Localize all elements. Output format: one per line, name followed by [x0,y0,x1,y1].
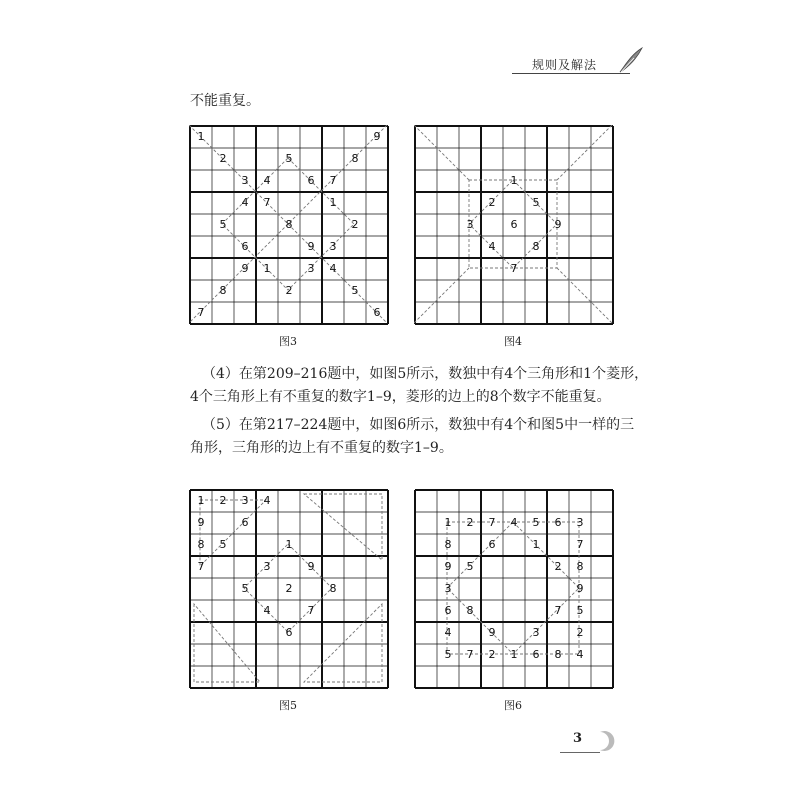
cell-digit: 8 [532,240,540,253]
cell-digit: 2 [554,560,562,573]
cell-digit: 2 [488,648,496,661]
cell-digit: 5 [444,648,452,661]
cell-digit: 2 [219,494,227,507]
cell-digit: 1 [197,130,205,143]
cell-digit: 7 [510,262,518,275]
cell-digit: 4 [510,516,518,529]
figure-4-caption: 图4 [504,335,522,348]
cell-digit: 4 [263,604,271,617]
cell-digit: 4 [241,196,249,209]
cell-digit: 3 [444,582,452,595]
cell-digit: 1 [510,648,518,661]
cell-digit: 3 [532,626,540,639]
cell-digit: 4 [444,626,452,639]
sudoku-figure-3 [189,125,387,323]
cell-digit: 5 [219,538,227,551]
cell-digit: 7 [576,538,584,551]
cell-digit: 2 [285,284,293,297]
cell-digit: 9 [373,130,381,143]
cell-digit: 7 [554,604,562,617]
cell-digit: 9 [444,560,452,573]
cell-digit: 6 [510,218,518,231]
cell-digit: 1 [263,262,271,275]
cell-digit: 1 [510,174,518,187]
cell-digit: 7 [307,604,315,617]
cell-digit: 5 [466,560,474,573]
cell-digit: 5 [532,516,540,529]
cell-digit: 3 [307,262,315,275]
cell-digit: 6 [241,240,249,253]
cell-digit: 6 [373,306,381,319]
cell-digit: 7 [488,516,496,529]
paragraph-5-line-1: （5）在第217–224题中，如图6所示，数独中有4个和图5中一样的三 [202,417,635,433]
cell-digit: 6 [241,516,249,529]
cell-digit: 5 [576,604,584,617]
cell-digit: 4 [263,174,271,187]
cell-digit: 8 [554,648,562,661]
figure-3-caption: 图3 [279,335,297,348]
cell-digit: 9 [197,516,205,529]
cell-digit: 4 [488,240,496,253]
cell-digit: 5 [241,582,249,595]
cell-digit: 4 [329,262,337,275]
cell-digit: 1 [197,494,205,507]
cell-digit: 2 [285,582,293,595]
cell-digit: 5 [532,196,540,209]
cell-digit: 9 [307,560,315,573]
sudoku-figure-6 [414,489,612,687]
cell-digit: 5 [219,218,227,231]
cell-digit: 3 [241,174,249,187]
page-number: 3 [573,731,583,746]
cell-digit: 6 [532,648,540,661]
cell-digit: 2 [219,152,227,165]
cell-digit: 9 [241,262,249,275]
cell-digit: 6 [554,516,562,529]
cell-digit: 6 [488,538,496,551]
cell-digit: 8 [466,604,474,617]
text-line-1: 不能重复。 [190,93,260,109]
cell-digit: 3 [329,240,337,253]
cell-digit: 1 [329,196,337,209]
cell-digit: 7 [329,174,337,187]
figure-5-caption: 图5 [279,699,297,712]
cell-digit: 4 [576,648,584,661]
cell-digit: 8 [197,538,205,551]
paragraph-4-line-2: 4个三角形上有不重复的数字1–9，菱形的边上的8个数字不能重复。 [190,389,611,405]
cell-digit: 9 [488,626,496,639]
cell-digit: 5 [285,152,293,165]
paragraph-5-line-2: 角形，三角形的边上有不重复的数字1–9。 [190,440,453,456]
cell-digit: 7 [197,306,205,319]
cell-digit: 8 [329,582,337,595]
cell-digit: 3 [241,494,249,507]
cell-digit: 6 [444,604,452,617]
cell-digit: 6 [307,174,315,187]
cell-digit: 9 [576,582,584,595]
cell-digit: 2 [351,218,359,231]
cell-digit: 8 [444,538,452,551]
cell-digit: 6 [285,626,293,639]
cell-digit: 7 [263,196,271,209]
footer-rule [560,752,600,753]
cell-digit: 8 [576,560,584,573]
cell-digit: 1 [532,538,540,551]
cell-digit: 2 [466,516,474,529]
cell-digit: 7 [197,560,205,573]
feather-icon [618,46,644,74]
cell-digit: 8 [219,284,227,297]
cell-digit: 4 [263,494,271,507]
cell-digit: 1 [285,538,293,551]
cell-digit: 3 [576,516,584,529]
cell-digit: 3 [466,218,474,231]
paragraph-4-line-1: （4）在第209–216题中，如图5所示，数独中有4个三角形和1个菱形， [202,366,649,382]
cell-digit: 7 [466,648,474,661]
cell-digit: 8 [285,218,293,231]
cell-digit: 3 [263,560,271,573]
cell-digit: 9 [307,240,315,253]
cell-digit: 5 [351,284,359,297]
cell-digit: 2 [488,196,496,209]
figure-6-caption: 图6 [504,699,522,712]
sudoku-figure-5 [189,489,387,687]
cell-digit: 8 [351,152,359,165]
header-title: 规则及解法 [532,58,598,72]
cell-digit: 9 [554,218,562,231]
sudoku-figure-4 [414,125,612,323]
crescent-icon [594,730,618,752]
cell-digit: 1 [444,516,452,529]
cell-digit: 2 [576,626,584,639]
